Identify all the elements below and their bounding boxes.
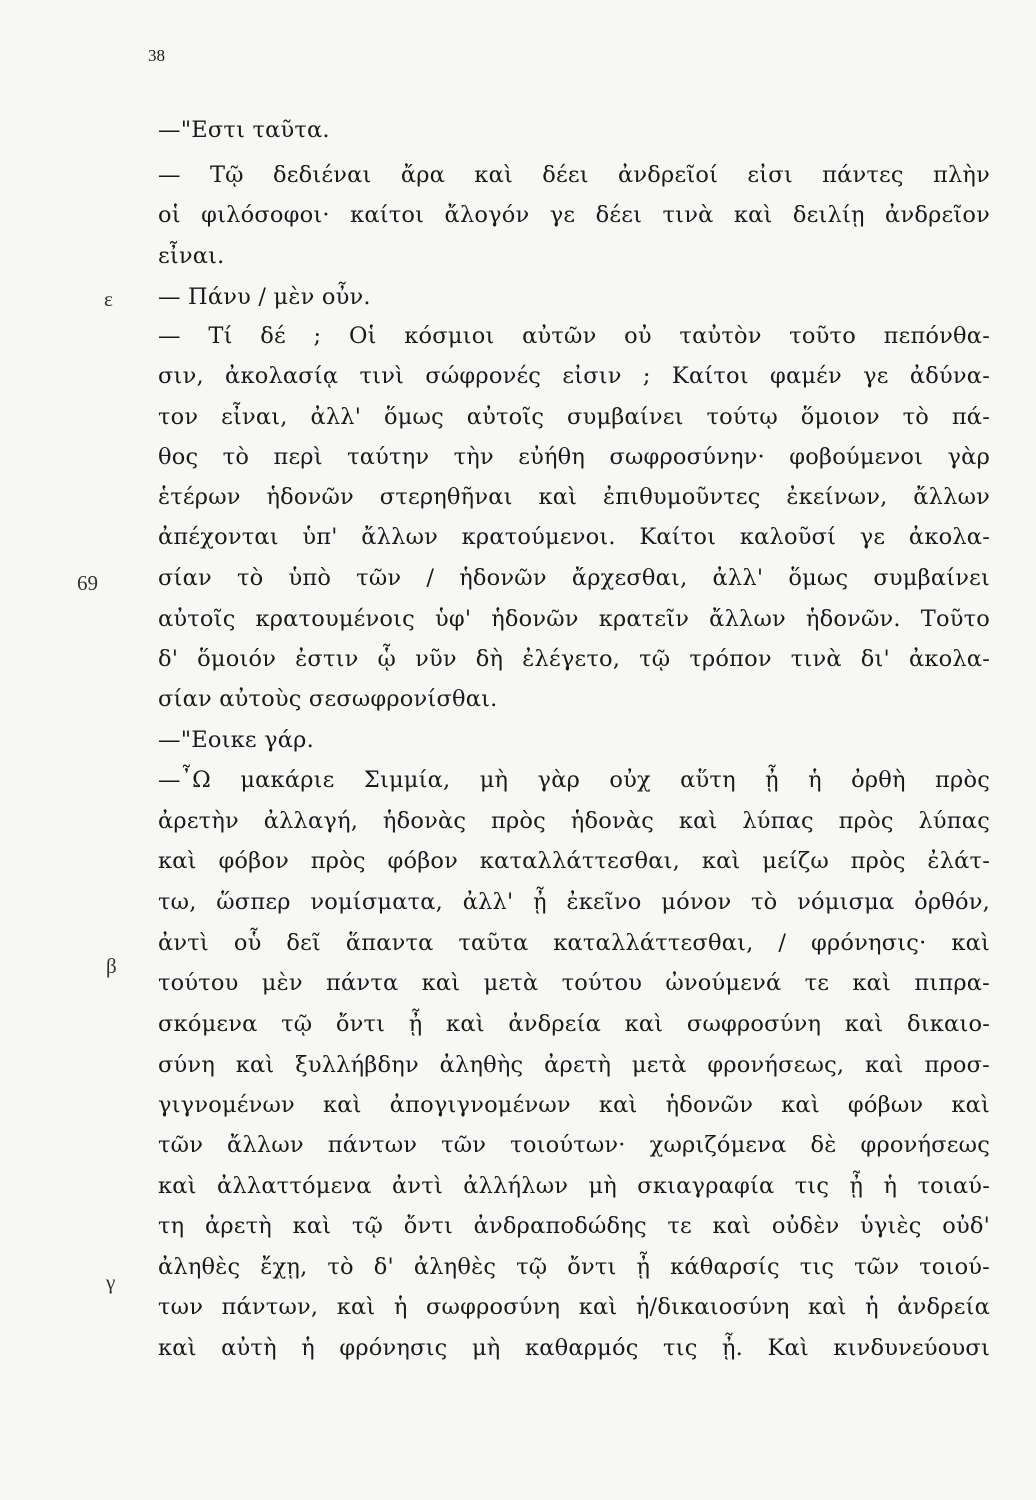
text-line: δ' ὅμοιόν ἐστιν ᾧ νῦν δὴ ἐλέγετο, τῷ τρόπον τινὰ δι' ἀκολα- — [158, 646, 990, 672]
text-line: σίαν τὸ ὑπὸ τῶν / ἡδονῶν ἄρχεσθαι, ἀλλ' ὅμως συμβαίνει — [158, 565, 990, 591]
text-line: τη ἀρετὴ καὶ τῷ ὄντι ἀνδραποδώδης τε καὶ οὐδὲν ὑγιὲς οὐδ' — [158, 1213, 990, 1239]
text-line: ἑτέρων ἡδονῶν στερηθῆναι καὶ ἐπιθυμοῦντες ἐκείνων, ἄλλων — [158, 484, 990, 510]
text-line: γιγνομένων καὶ ἀπογιγνομένων καὶ ἡδονῶν καὶ φόβων καὶ — [158, 1092, 990, 1118]
text-line: ἀντὶ οὗ δεῖ ἅπαντα ταῦτα καταλλάττεσθαι, / φρόνησις· καὶ — [158, 930, 990, 956]
text-line: των πάντων, καὶ ἡ σωφροσύνη καὶ ἡ/δικαιοσύνη καὶ ἡ ἀνδρεία — [158, 1294, 990, 1320]
margin-mark-gamma: γ — [106, 1270, 116, 1294]
page-number: 38 — [148, 46, 165, 65]
margin-mark-69: 69 — [77, 571, 98, 595]
text-line: τον εἶναι, ἀλλ' ὅμως αὐτοῖς συμβαίνει τούτῳ ὅμοιον τὸ πά- — [158, 404, 990, 430]
text-line: σιν, ἀκολασίᾳ τινὶ σώφρονές εἰσιν ; Καίτοι φαμέν γε ἀδύνα- — [158, 363, 990, 389]
text-line: αὐτοῖς κρατουμένοις ὑφ' ἡδονῶν κρατεῖν ἄλλων ἡδονῶν. Τοῦτο — [158, 606, 990, 632]
margin-mark-beta: β — [106, 954, 117, 978]
text-line: —"Εστι ταῦτα. — [158, 117, 330, 143]
text-line: τούτου μὲν πάντα καὶ μετὰ τούτου ὠνούμενά τε καὶ πιπρα- — [158, 970, 990, 996]
text-line: σκόμενα τῷ ὄντι ᾖ καὶ ἀνδρεία καὶ σωφροσύνη καὶ δικαιο- — [158, 1011, 990, 1037]
text-line: καὶ αὐτὴ ἡ φρόνησις μὴ καθαρμός τις ᾖ. Καὶ κινδυνεύουσι — [158, 1335, 990, 1361]
text-line: θος τὸ περὶ ταύτην τὴν εὐήθη σωφροσύνην· φοβούμενοι γὰρ — [158, 444, 990, 470]
text-line: τῶν ἄλλων πάντων τῶν τοιούτων· χωριζόμενα δὲ φρονήσεως — [158, 1132, 990, 1158]
text-line: σύνη καὶ ξυλλήβδην ἀληθὴς ἀρετὴ μετὰ φρονήσεως, καὶ προσ- — [158, 1052, 990, 1078]
margin-mark-epsilon: ε — [104, 287, 113, 311]
text-line: ἀρετὴν ἀλλαγή, ἡδονὰς πρὸς ἡδονὰς καὶ λύπας πρὸς λύπας — [158, 808, 990, 834]
text-line: ἀληθὲς ἔχῃ, τὸ δ' ἀληθὲς τῷ ὄντι ᾖ κάθαρσίς τις τῶν τοιού- — [158, 1254, 990, 1280]
text-line: εἶναι. — [158, 243, 225, 269]
text-line: σίαν αὐτοὺς σεσωφρονίσθαι. — [158, 686, 498, 712]
text-line: τω, ὥσπερ νομίσματα, ἀλλ' ᾖ ἐκεῖνο μόνον τὸ νόμισμα ὀρθόν, — [158, 889, 990, 915]
text-line: ἀπέχονται ὑπ' ἄλλων κρατούμενοι. Καίτοι καλοῦσί γε ἀκολα- — [158, 524, 990, 550]
text-line: — Πάνυ / μὲν οὖν. — [158, 284, 371, 310]
text-line: καὶ ἀλλαττόμενα ἀντὶ ἀλλήλων μὴ σκιαγραφία τις ᾖ ἡ τοιαύ- — [158, 1173, 990, 1199]
text-line: —῏Ω μακάριε Σιμμία, μὴ γὰρ οὐχ αὕτη ᾖ ἡ ὀρθὴ πρὸς — [158, 767, 990, 793]
text-line: — Τῷ δεδιέναι ἄρα καὶ δέει ἀνδρεῖοί εἰσι πάντες πλὴν — [158, 162, 990, 188]
text-line: οἱ φιλόσοφοι· καίτοι ἄλογόν γε δέει τινὰ καὶ δειλίῃ ἀνδρεῖον — [158, 202, 990, 228]
text-line: καὶ φόβον πρὸς φόβον καταλλάττεσθαι, καὶ μείζω πρὸς ἐλάτ- — [158, 848, 990, 874]
text-line: —"Εοικε γάρ. — [158, 727, 314, 753]
text-line: — Τί δέ ; Οἱ κόσμιοι αὐτῶν οὐ ταὐτὸν τοῦτο πεπόνθα- — [158, 323, 990, 349]
